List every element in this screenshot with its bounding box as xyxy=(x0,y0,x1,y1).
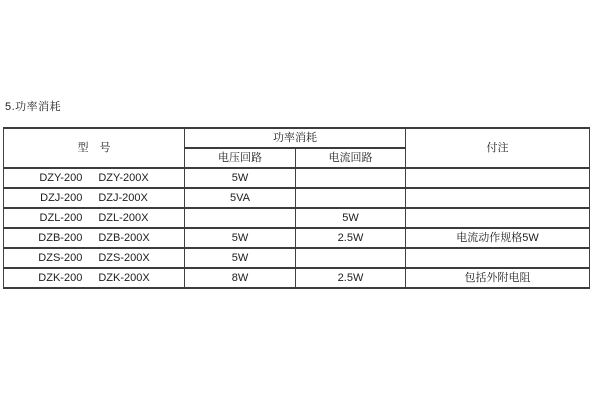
model-left: DZS-200 xyxy=(38,251,83,264)
model-right: DZL-200X xyxy=(98,211,149,224)
model-cell xyxy=(4,228,185,248)
note-cell: 包括外附电阻 xyxy=(406,268,590,288)
model-cell xyxy=(4,248,185,268)
model-left: DZL-200 xyxy=(39,211,83,224)
power-consumption-table xyxy=(3,127,590,289)
section-title: 5.功率消耗 xyxy=(5,101,62,113)
table-row xyxy=(4,228,590,248)
current-cell xyxy=(296,188,406,208)
current-cell: 5W xyxy=(296,208,406,228)
model-left: DZK-200 xyxy=(38,271,83,284)
model-left: DZB-200 xyxy=(38,231,83,244)
note-cell xyxy=(406,168,590,188)
model-right: DZB-200X xyxy=(98,231,150,244)
voltage-cell: 5W xyxy=(185,168,296,188)
current-cell xyxy=(296,168,406,188)
table-row xyxy=(4,188,590,208)
current-cell xyxy=(296,248,406,268)
header-voltage-circuit: 电压回路 xyxy=(185,148,296,168)
header-note: 付注 xyxy=(406,128,590,168)
model-cell xyxy=(4,168,185,188)
model-right: DZK-200X xyxy=(98,271,150,284)
voltage-cell: 8W xyxy=(185,268,296,288)
current-cell: 2.5W xyxy=(296,228,406,248)
voltage-cell: 5VA xyxy=(185,188,296,208)
note-cell xyxy=(406,208,590,228)
voltage-cell xyxy=(185,208,296,228)
table-row xyxy=(4,268,590,288)
model-cell xyxy=(4,208,185,228)
note-cell xyxy=(406,248,590,268)
header-power: 功率消耗 xyxy=(185,128,406,148)
header-model: 型 号 xyxy=(4,128,185,168)
voltage-cell: 5W xyxy=(185,248,296,268)
table-row xyxy=(4,248,590,268)
table-row xyxy=(4,208,590,228)
header-row-1 xyxy=(4,128,590,148)
note-cell: 电流动作规格5W xyxy=(406,228,590,248)
model-right: DZJ-200X xyxy=(98,191,148,204)
model-left: DZJ-200 xyxy=(40,191,83,204)
note-cell xyxy=(406,188,590,208)
model-left: DZY-200 xyxy=(39,171,83,184)
current-cell: 2.5W xyxy=(296,268,406,288)
voltage-cell: 5W xyxy=(185,228,296,248)
model-cell xyxy=(4,268,185,288)
table-row xyxy=(4,168,590,188)
header-current-circuit: 电流回路 xyxy=(296,148,406,168)
model-right: DZS-200X xyxy=(98,251,150,264)
model-cell xyxy=(4,188,185,208)
model-right: DZY-200X xyxy=(98,171,149,184)
